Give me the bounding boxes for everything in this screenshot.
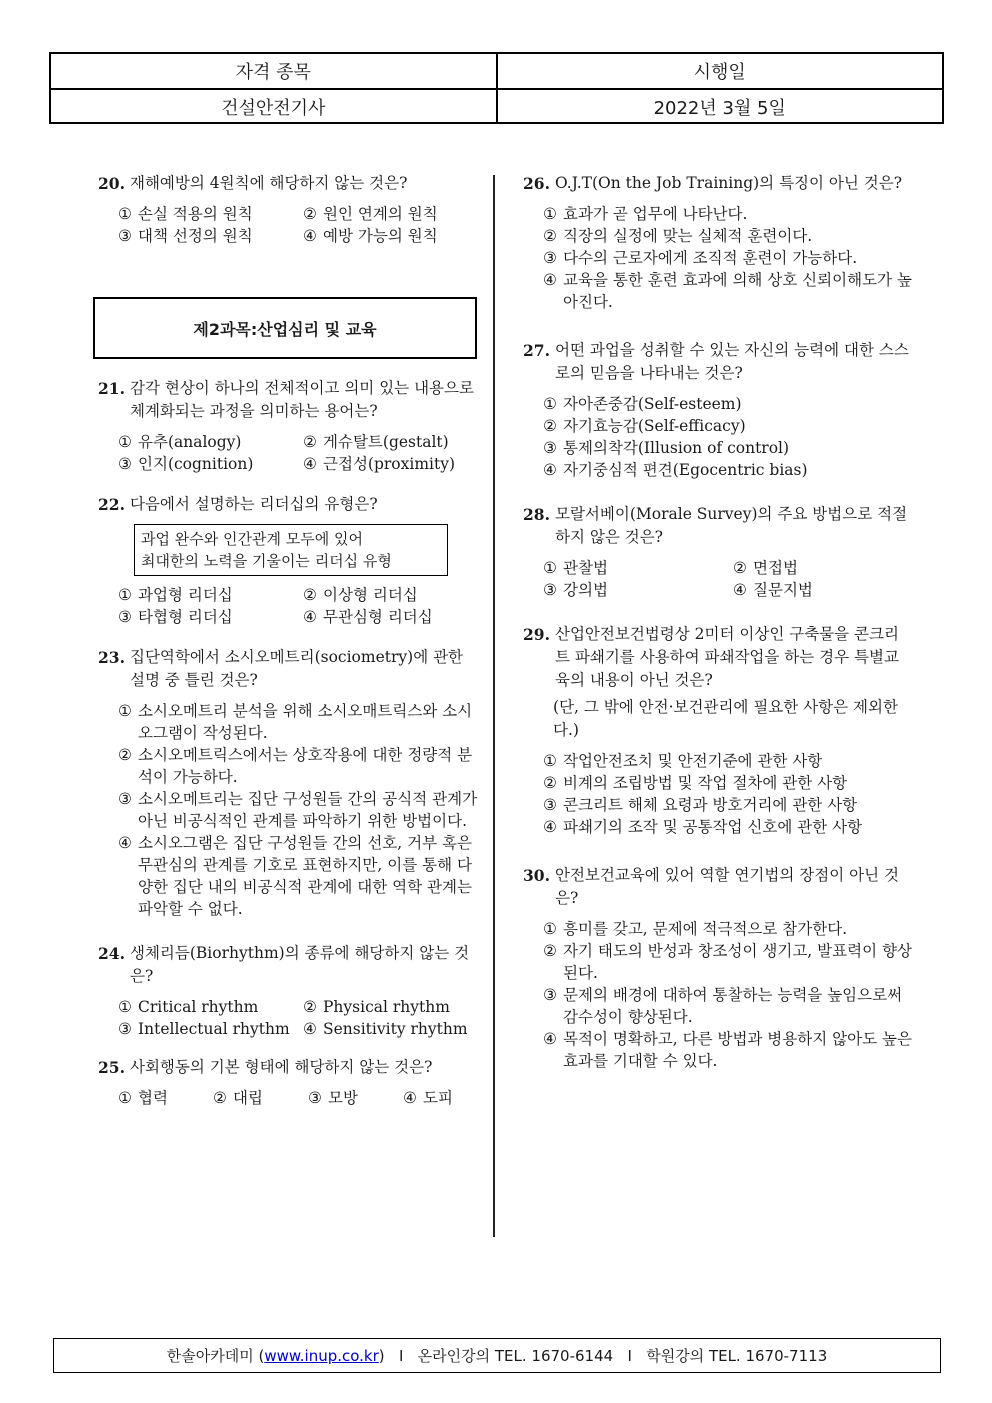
option-text: 문제의 배경에 대하여 통찰하는 능력을 높임으로써 감수성이 향상된다. [563, 986, 903, 1026]
option-marker: ② [303, 998, 317, 1016]
question-number: 26. [523, 174, 550, 193]
option-1 [543, 393, 913, 415]
option-2 [543, 415, 913, 437]
footer-contact: ) I 온라인강의 TEL. 1670-6144 I 학원강의 TEL. 1670-7113 [378, 1347, 828, 1365]
option-text: 소시오메트리는 집단 구성원들 간의 공식적 관계가 아닌 비공식적인 관계를 파악하기 위한 방법이다. [138, 790, 478, 830]
option-marker: ③ [543, 986, 557, 1004]
option-1 [543, 203, 913, 225]
option-marker: ① [543, 205, 557, 223]
option-marker: ③ [543, 796, 557, 814]
options [523, 918, 913, 1072]
option-text: 흥미를 갖고, 문제에 적극적으로 참가한다. [563, 920, 848, 938]
option-marker: ① [118, 433, 132, 451]
option-marker: ④ [543, 461, 557, 479]
options [98, 700, 478, 920]
option-marker: ① [118, 702, 132, 720]
option-4 [543, 816, 913, 838]
option-text: 타협형 리더십 [138, 608, 233, 626]
question-number: 20. [98, 174, 125, 193]
question-text: 산업안전보건법령상 2미터 이상인 구축물을 콘크리트 파쇄기를 사용하여 파쇄작업을 하는 경우 특별교육의 내용이 아닌 것은? [554, 625, 899, 689]
option-text: 파쇄기의 조작 및 공통작업 신호에 관한 사항 [563, 818, 863, 836]
option-text: Physical rhythm [323, 998, 450, 1016]
question-number: 25. [98, 1058, 125, 1077]
option-marker: ④ [303, 1020, 317, 1038]
option-3 [543, 984, 913, 1028]
option-2 [303, 203, 478, 225]
option-4 [403, 1087, 453, 1109]
option-marker: ③ [118, 1020, 132, 1038]
question-22 [98, 493, 478, 628]
option-marker: ① [543, 559, 557, 577]
option-marker: ② [303, 586, 317, 604]
description-line: 과업 완수와 인간관계 모두에 있어 [141, 530, 363, 548]
option-4 [303, 1018, 478, 1040]
question-text: 생체리듬(Biorhythm)의 종류에 해당하지 않는 것은? [129, 944, 470, 985]
left-column [98, 172, 478, 1109]
options [98, 996, 478, 1040]
option-marker: ④ [303, 227, 317, 245]
section-title-box [93, 297, 477, 359]
option-text: 대립 [233, 1089, 263, 1107]
question-20 [98, 172, 478, 247]
option-text: Critical rhythm [138, 998, 259, 1016]
option-text: 게슈탈트(gestalt) [323, 433, 449, 451]
option-text: 통제의착각(Illusion of control) [563, 439, 790, 457]
question-text: 재해예방의 4원칙에 해당하지 않는 것은? [129, 174, 408, 192]
question-23 [98, 646, 478, 920]
option-text: 자기 태도의 반성과 창조성이 생기고, 발표력이 향상된다. [563, 942, 912, 982]
option-marker: ① [543, 920, 557, 938]
question-number: 22. [98, 495, 125, 514]
option-1 [118, 700, 478, 744]
option-3 [543, 247, 913, 269]
website-link[interactable]: www.inup.co.kr [264, 1346, 379, 1365]
option-marker: ① [118, 1089, 132, 1107]
option-marker: ② [213, 1089, 227, 1107]
options [98, 431, 478, 475]
option-marker: ③ [118, 227, 132, 245]
option-4 [303, 225, 478, 247]
options [523, 557, 913, 601]
footer-prefix: 한솔아카데미 ( [166, 1347, 265, 1365]
option-marker: ② [733, 559, 747, 577]
option-marker: ③ [118, 608, 132, 626]
option-4 [543, 459, 913, 481]
option-text: 콘크리트 해체 요령과 방호거리에 관한 사항 [563, 796, 858, 814]
option-marker: ④ [403, 1089, 417, 1107]
option-text: 비계의 조립방법 및 작업 절차에 관한 사항 [563, 774, 848, 792]
option-marker: ① [118, 205, 132, 223]
option-text: 대책 선정의 원칙 [138, 227, 253, 245]
question-text: 사회행동의 기본 형태에 해당하지 않는 것은? [129, 1058, 433, 1076]
option-1 [118, 584, 293, 606]
option-2 [543, 940, 913, 984]
option-text: 면접법 [753, 559, 798, 577]
option-marker: ② [303, 205, 317, 223]
options [523, 203, 913, 313]
exam-subject-label: 자격 종목 [235, 62, 311, 83]
exam-header-table [49, 52, 944, 124]
question-27 [523, 339, 913, 481]
description-line: 최대한의 노력을 기울이는 리더십 유형 [141, 552, 392, 570]
option-text: 질문지법 [753, 581, 813, 599]
option-text: Intellectual rhythm [138, 1020, 290, 1038]
question-text: 집단역학에서 소시오메트리(sociometry)에 관한 설명 중 틀린 것은? [129, 648, 464, 689]
question-28 [523, 503, 913, 601]
question-note: (단, 그 밖에 안전·보건관리에 필요한 사항은 제외한다.) [553, 698, 898, 739]
options [523, 393, 913, 481]
option-text: 자기효능감(Self-efficacy) [563, 417, 746, 435]
option-text: 유추(analogy) [138, 433, 242, 451]
question-text: 안전보건교육에 있어 역할 연기법의 장점이 아닌 것은? [554, 866, 899, 907]
option-2 [543, 772, 913, 794]
option-text: 인지(cognition) [138, 455, 254, 473]
option-text: 자아존중감(Self-esteem) [563, 395, 742, 413]
option-1 [118, 996, 293, 1018]
option-3 [118, 606, 293, 628]
option-3 [118, 225, 293, 247]
option-3 [118, 1018, 293, 1040]
option-marker: ② [303, 433, 317, 451]
option-3 [543, 794, 913, 816]
option-text: 자기중심적 편견(Egocentric bias) [563, 461, 808, 479]
option-marker: ④ [543, 271, 557, 289]
option-text: 소시오그램은 집단 구성원들 간의 선호, 거부 혹은 무관심의 관계를 기호로 표현하지만, 이를 통해 다양한 집단 내의 비공식적 관계에 대한 역학 관계는 파악할 수 없다. [138, 834, 472, 918]
option-4 [303, 606, 478, 628]
option-marker: ② [543, 774, 557, 792]
question-29 [523, 623, 913, 838]
option-2 [213, 1087, 263, 1109]
question-24 [98, 942, 478, 1040]
option-marker: ① [543, 395, 557, 413]
option-text: 교육을 통한 훈련 효과에 의해 상호 신뢰이해도가 높아진다. [563, 271, 912, 311]
footer-bar [53, 1338, 941, 1373]
question-number: 27. [523, 341, 550, 360]
question-number: 30. [523, 866, 550, 885]
option-text: 도피 [423, 1089, 453, 1107]
option-4 [543, 1028, 913, 1072]
options [98, 1087, 478, 1109]
option-4 [303, 453, 478, 475]
option-marker: ④ [543, 818, 557, 836]
question-30 [523, 864, 913, 1072]
option-marker: ② [543, 417, 557, 435]
option-2 [733, 557, 913, 579]
option-text: 목적이 명확하고, 다른 방법과 병용하지 않아도 높은 효과를 기대할 수 있다. [563, 1030, 912, 1070]
question-text: O.J.T(On the Job Training)의 특징이 아닌 것은? [554, 174, 903, 192]
option-marker: ① [118, 998, 132, 1016]
question-26 [523, 172, 913, 313]
question-number: 21. [98, 379, 125, 398]
question-number: 23. [98, 648, 125, 667]
option-2 [303, 996, 478, 1018]
right-column [523, 172, 913, 1072]
option-text: 무관심형 리더십 [323, 608, 433, 626]
option-text: 관찰법 [563, 559, 608, 577]
option-text: 이상형 리더십 [323, 586, 418, 604]
question-21 [98, 377, 478, 475]
option-marker: ② [118, 746, 132, 764]
option-text: 직장의 실정에 맞는 실체적 훈련이다. [563, 227, 813, 245]
option-marker: ④ [303, 608, 317, 626]
option-text: 작업안전조치 및 안전기준에 관한 사항 [563, 752, 823, 770]
option-marker: ① [118, 586, 132, 604]
option-marker: ③ [308, 1089, 322, 1107]
option-marker: ④ [303, 455, 317, 473]
option-2 [303, 584, 478, 606]
description-box [134, 524, 448, 576]
option-2 [118, 744, 478, 788]
option-marker: ④ [543, 1030, 557, 1048]
option-text: 원인 연계의 원칙 [323, 205, 438, 223]
exam-date-label: 시행일 [496, 54, 943, 88]
option-1 [118, 203, 293, 225]
options [523, 750, 913, 838]
option-4 [733, 579, 913, 601]
exam-subject-value: 건설안전기사 [221, 98, 326, 119]
option-1 [543, 750, 913, 772]
option-text: 과업형 리더십 [138, 586, 233, 604]
option-marker: ④ [733, 581, 747, 599]
option-text: 협력 [138, 1089, 168, 1107]
question-text: 다음에서 설명하는 리더십의 유형은? [129, 495, 378, 513]
question-text: 감각 현상이 하나의 전체적이고 의미 있는 내용으로 체계화되는 과정을 의미하는 용어는? [129, 379, 474, 420]
question-25 [98, 1056, 478, 1109]
option-marker: ① [543, 752, 557, 770]
question-text: 어떤 과업을 성취할 수 있는 자신의 능력에 대한 스스로의 믿음을 나타내는 것은? [554, 341, 909, 382]
option-text: 손실 적용의 원칙 [138, 205, 253, 223]
option-marker: ③ [543, 439, 557, 457]
question-number: 24. [98, 944, 125, 963]
option-marker: ③ [118, 455, 132, 473]
option-1 [118, 431, 293, 453]
question-number: 28. [523, 505, 550, 524]
option-text: Sensitivity rhythm [323, 1020, 468, 1038]
section-title: 제2과목:산업심리 및 교육 [193, 319, 377, 339]
option-4 [543, 269, 913, 313]
option-text: 예방 가능의 원칙 [323, 227, 438, 245]
exam-date-value: 2022년 3월 5일 [496, 90, 943, 124]
option-text: 효과가 곧 업무에 나타난다. [563, 205, 748, 223]
option-marker: ② [543, 942, 557, 960]
option-marker: ④ [118, 834, 132, 852]
options [98, 203, 478, 247]
option-text: 근접성(proximity) [323, 455, 456, 473]
option-1 [118, 1087, 168, 1109]
option-1 [543, 557, 723, 579]
option-text: 모방 [328, 1089, 358, 1107]
question-text: 모랄서베이(Morale Survey)의 주요 방법으로 적절하지 않은 것은? [554, 505, 908, 546]
option-text: 강의법 [563, 581, 608, 599]
option-text: 다수의 근로자에게 조직적 훈련이 가능하다. [563, 249, 858, 267]
option-marker: ② [543, 227, 557, 245]
options [98, 584, 478, 628]
option-1 [543, 918, 913, 940]
column-divider [493, 175, 495, 1237]
option-marker: ③ [543, 249, 557, 267]
option-3 [543, 579, 723, 601]
header-label-row [51, 54, 942, 88]
option-text: 소시오메트리 분석을 위해 소시오매트릭스와 소시오그램이 작성된다. [138, 702, 473, 742]
option-3 [118, 453, 293, 475]
option-2 [303, 431, 478, 453]
option-3 [118, 788, 478, 832]
header-value-row [51, 88, 942, 124]
option-3 [543, 437, 913, 459]
option-4 [118, 832, 478, 920]
option-text: 소시오메트릭스에서는 상호작용에 대한 정량적 분석이 가능하다. [138, 746, 473, 786]
option-2 [543, 225, 913, 247]
option-marker: ③ [543, 581, 557, 599]
question-number: 29. [523, 625, 550, 644]
option-3 [308, 1087, 358, 1109]
option-marker: ③ [118, 790, 132, 808]
